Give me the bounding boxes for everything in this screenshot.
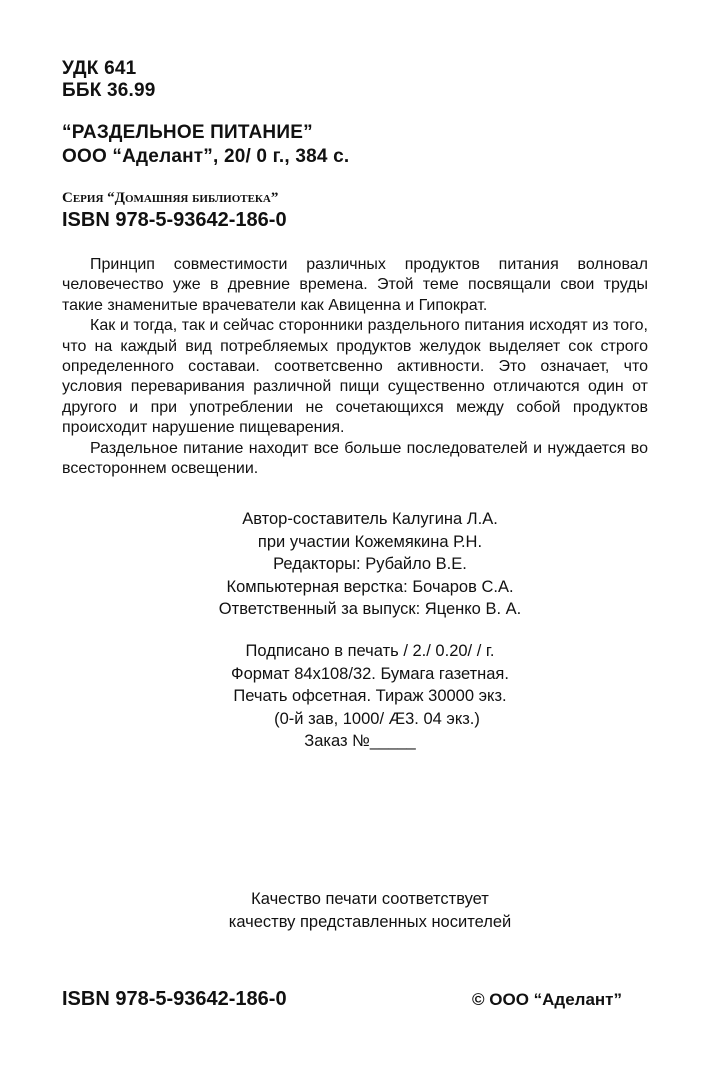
- publisher-line: ООО “Аделант”, 20/ 0 г., 384 с.: [62, 146, 350, 167]
- edition-line: (0-й зав, 1000/ Æ3. 04 экз.): [274, 709, 480, 728]
- signed-date: Подписано в печать / 2./ 0.20/ / г.: [245, 642, 495, 660]
- credit-author: Автор-составитель Калугина Л.А.: [242, 510, 498, 528]
- abstract-paragraph: Как и тогда, так и сейчас сторонники раздельного питания исходят из того, что на каждый вид потребляемых продуктов желудок выделяет сок строго определенного составаи. соответсвенно активности. Это означает, что условия переваривания различной пищи существенно отличаются один от другого и при употреблении не сочетающихся между собой продуктов происходит нарушение пищеварения.: [62, 317, 648, 437]
- quality-line-2: качеству представленных носителей: [228, 912, 512, 931]
- udk-code: УДК 641: [62, 58, 137, 79]
- isbn-bottom: ISBN 978-5-93642-186-0: [62, 988, 287, 1010]
- credit-layout: Компьютерная верстка: Бочаров С.А.: [226, 577, 514, 596]
- copyright: © ООО “Аделант”: [472, 990, 623, 1009]
- printing-line: Печать офсетная. Тираж 30000 экз.: [233, 687, 507, 705]
- quality-line-1: Качество печати соответствует: [251, 890, 489, 908]
- format-line: Формат 84x108/32. Бумага газетная.: [231, 664, 509, 683]
- isbn-top: ISBN 978-5-93642-186-0: [62, 209, 287, 231]
- order-line: Заказ №_____: [304, 732, 416, 750]
- credit-editors: Редакторы: Рубайло В.Е.: [273, 555, 467, 573]
- abstract: [62, 255, 648, 479]
- abstract-paragraph: Раздельное питание находит все больше последователей и нуждается во всестороннем освещении.: [62, 439, 648, 478]
- print-info-block: [180, 640, 560, 753]
- credit-participation: при участии Кожемякина Р.Н.: [257, 532, 483, 551]
- series-name: Серия “Домашняя библиотека”: [62, 190, 279, 206]
- credit-responsible: Ответственный за выпуск: Яценко В. А.: [218, 600, 522, 618]
- quality-note: [180, 888, 560, 933]
- credits-block: [180, 508, 560, 621]
- abstract-paragraph: Принцип совместимости различных продуктов питания волновал человечество уже в древние времена. Этой теме посвящали свои труды такие знаменитые врачеватели как Авиценна и Гипократ.: [62, 256, 648, 314]
- bbk-code: ББК 36.99: [62, 80, 156, 101]
- book-title: “РАЗДЕЛЬНОЕ ПИТАНИЕ”: [62, 122, 313, 143]
